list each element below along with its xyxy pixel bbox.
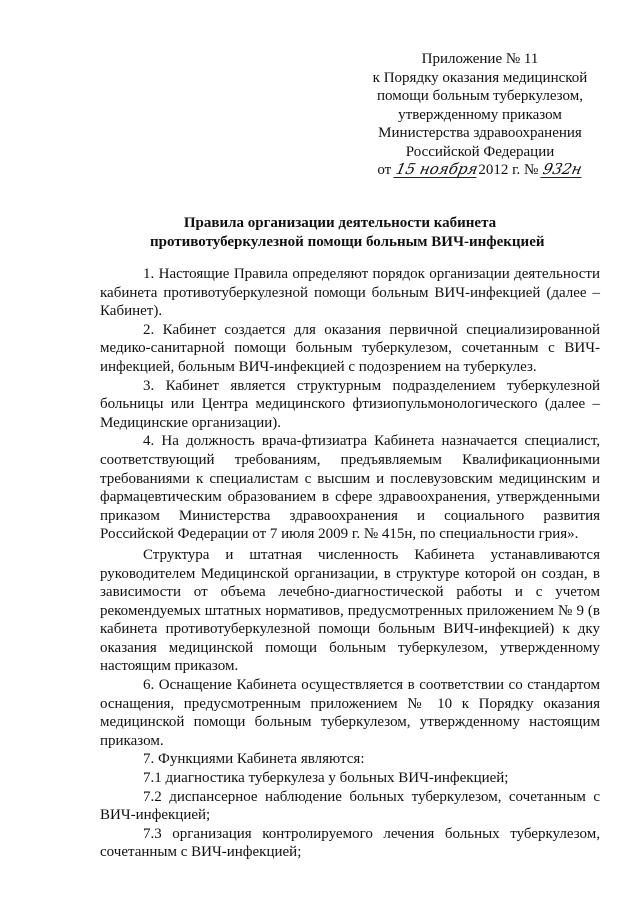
appendix-number: Приложение № 11 xyxy=(421,51,539,67)
handwritten-number: 932н xyxy=(541,160,584,178)
document-title xyxy=(150,214,545,252)
paragraph: 6. Оснащение Кабинета осуществляется в соответствии со стандартом оснащения, предусмотренным приложением № 10 к Порядку оказания медицинской помощи больным туберкулезом, утвержденному настоящим приказом. xyxy=(100,677,600,749)
appendix-line: Российской Федерации xyxy=(405,143,555,160)
paragraph: 7. Функциями Кабинета являются: xyxy=(143,751,365,768)
paragraph: 2. Кабинет создается для оказания первичной специализированной медико-санитарной помощи больным туберкулезом, сочетанным с ВИЧ-инфекцией, больным ВИЧ-инфекцией с подозрением на туберкулез. xyxy=(100,321,600,375)
paragraph: 4. На должность врача-фтизиатра Кабинета назначается специалист, соответствующий требованиям, предъявляемым Квалификационными требованиями к специалистам с высшим и послевузовским медицинским и фармацевтическим образованием в сфере здравоохранения, утвержденными приказом Министерства здравоохранения и социального развития Российской Федерации от 7 июля 2009 г. № 415н, по специальности грия». xyxy=(100,433,600,543)
appendix-line: к Порядку оказания медицинской xyxy=(372,69,588,86)
paragraph: 3. Кабинет является структурным подразделением туберкулезной больницы или Центра медицинского фтизиопульмонологического (далее – Медицинские организации). xyxy=(100,377,600,431)
appendix-header xyxy=(356,50,604,180)
order-date-line xyxy=(356,161,604,180)
paragraph: 7.2 диспансерное наблюдение больных туберкулезом, сочетанным с ВИЧ-инфекцией; xyxy=(100,788,600,824)
paragraph: 1. Настоящие Правила определяют порядок организации деятельности кабинета противотуберкулезной помощи больным ВИЧ-инфекцией (далее – Кабинет). xyxy=(100,266,600,320)
handwritten-date: 15 ноября xyxy=(394,160,480,178)
appendix-line: помощи больным туберкулезом, xyxy=(377,88,583,104)
title-line: противотуберкулезной помощи больным ВИЧ-инфекцией xyxy=(150,234,545,250)
title-line: Правила организации деятельности кабинета xyxy=(183,215,497,231)
paragraph: 7.3 организация контролируемого лечения больных туберкулезом, сочетанным с ВИЧ-инфекцией; xyxy=(100,825,600,861)
paragraph: 7.1 диагностика туберкулеза у больных ВИЧ-инфекцией; xyxy=(143,770,509,787)
document-body xyxy=(100,265,600,862)
date-prefix: от xyxy=(377,162,392,178)
date-year: 2012 г. № xyxy=(478,162,539,178)
appendix-line: Министерства здравоохранения xyxy=(378,125,582,141)
appendix-line: утвержденному приказом xyxy=(398,106,562,123)
paragraph: Структура и штатная численность Кабинета устанавливаются руководителем Медицинской организации, в структуре которой он создан, в зависимости от объема лечебно-диагностической работы и с учетом рекомендуемых штатных нормативов, предусмотренных приложением № 9 (в кабинета противотуберкулезной помощи больным ВИЧ-инфекцией) к дку оказания медицинской помощи больным туберкулезом, утвержденному настоящим приказом. xyxy=(100,546,600,675)
